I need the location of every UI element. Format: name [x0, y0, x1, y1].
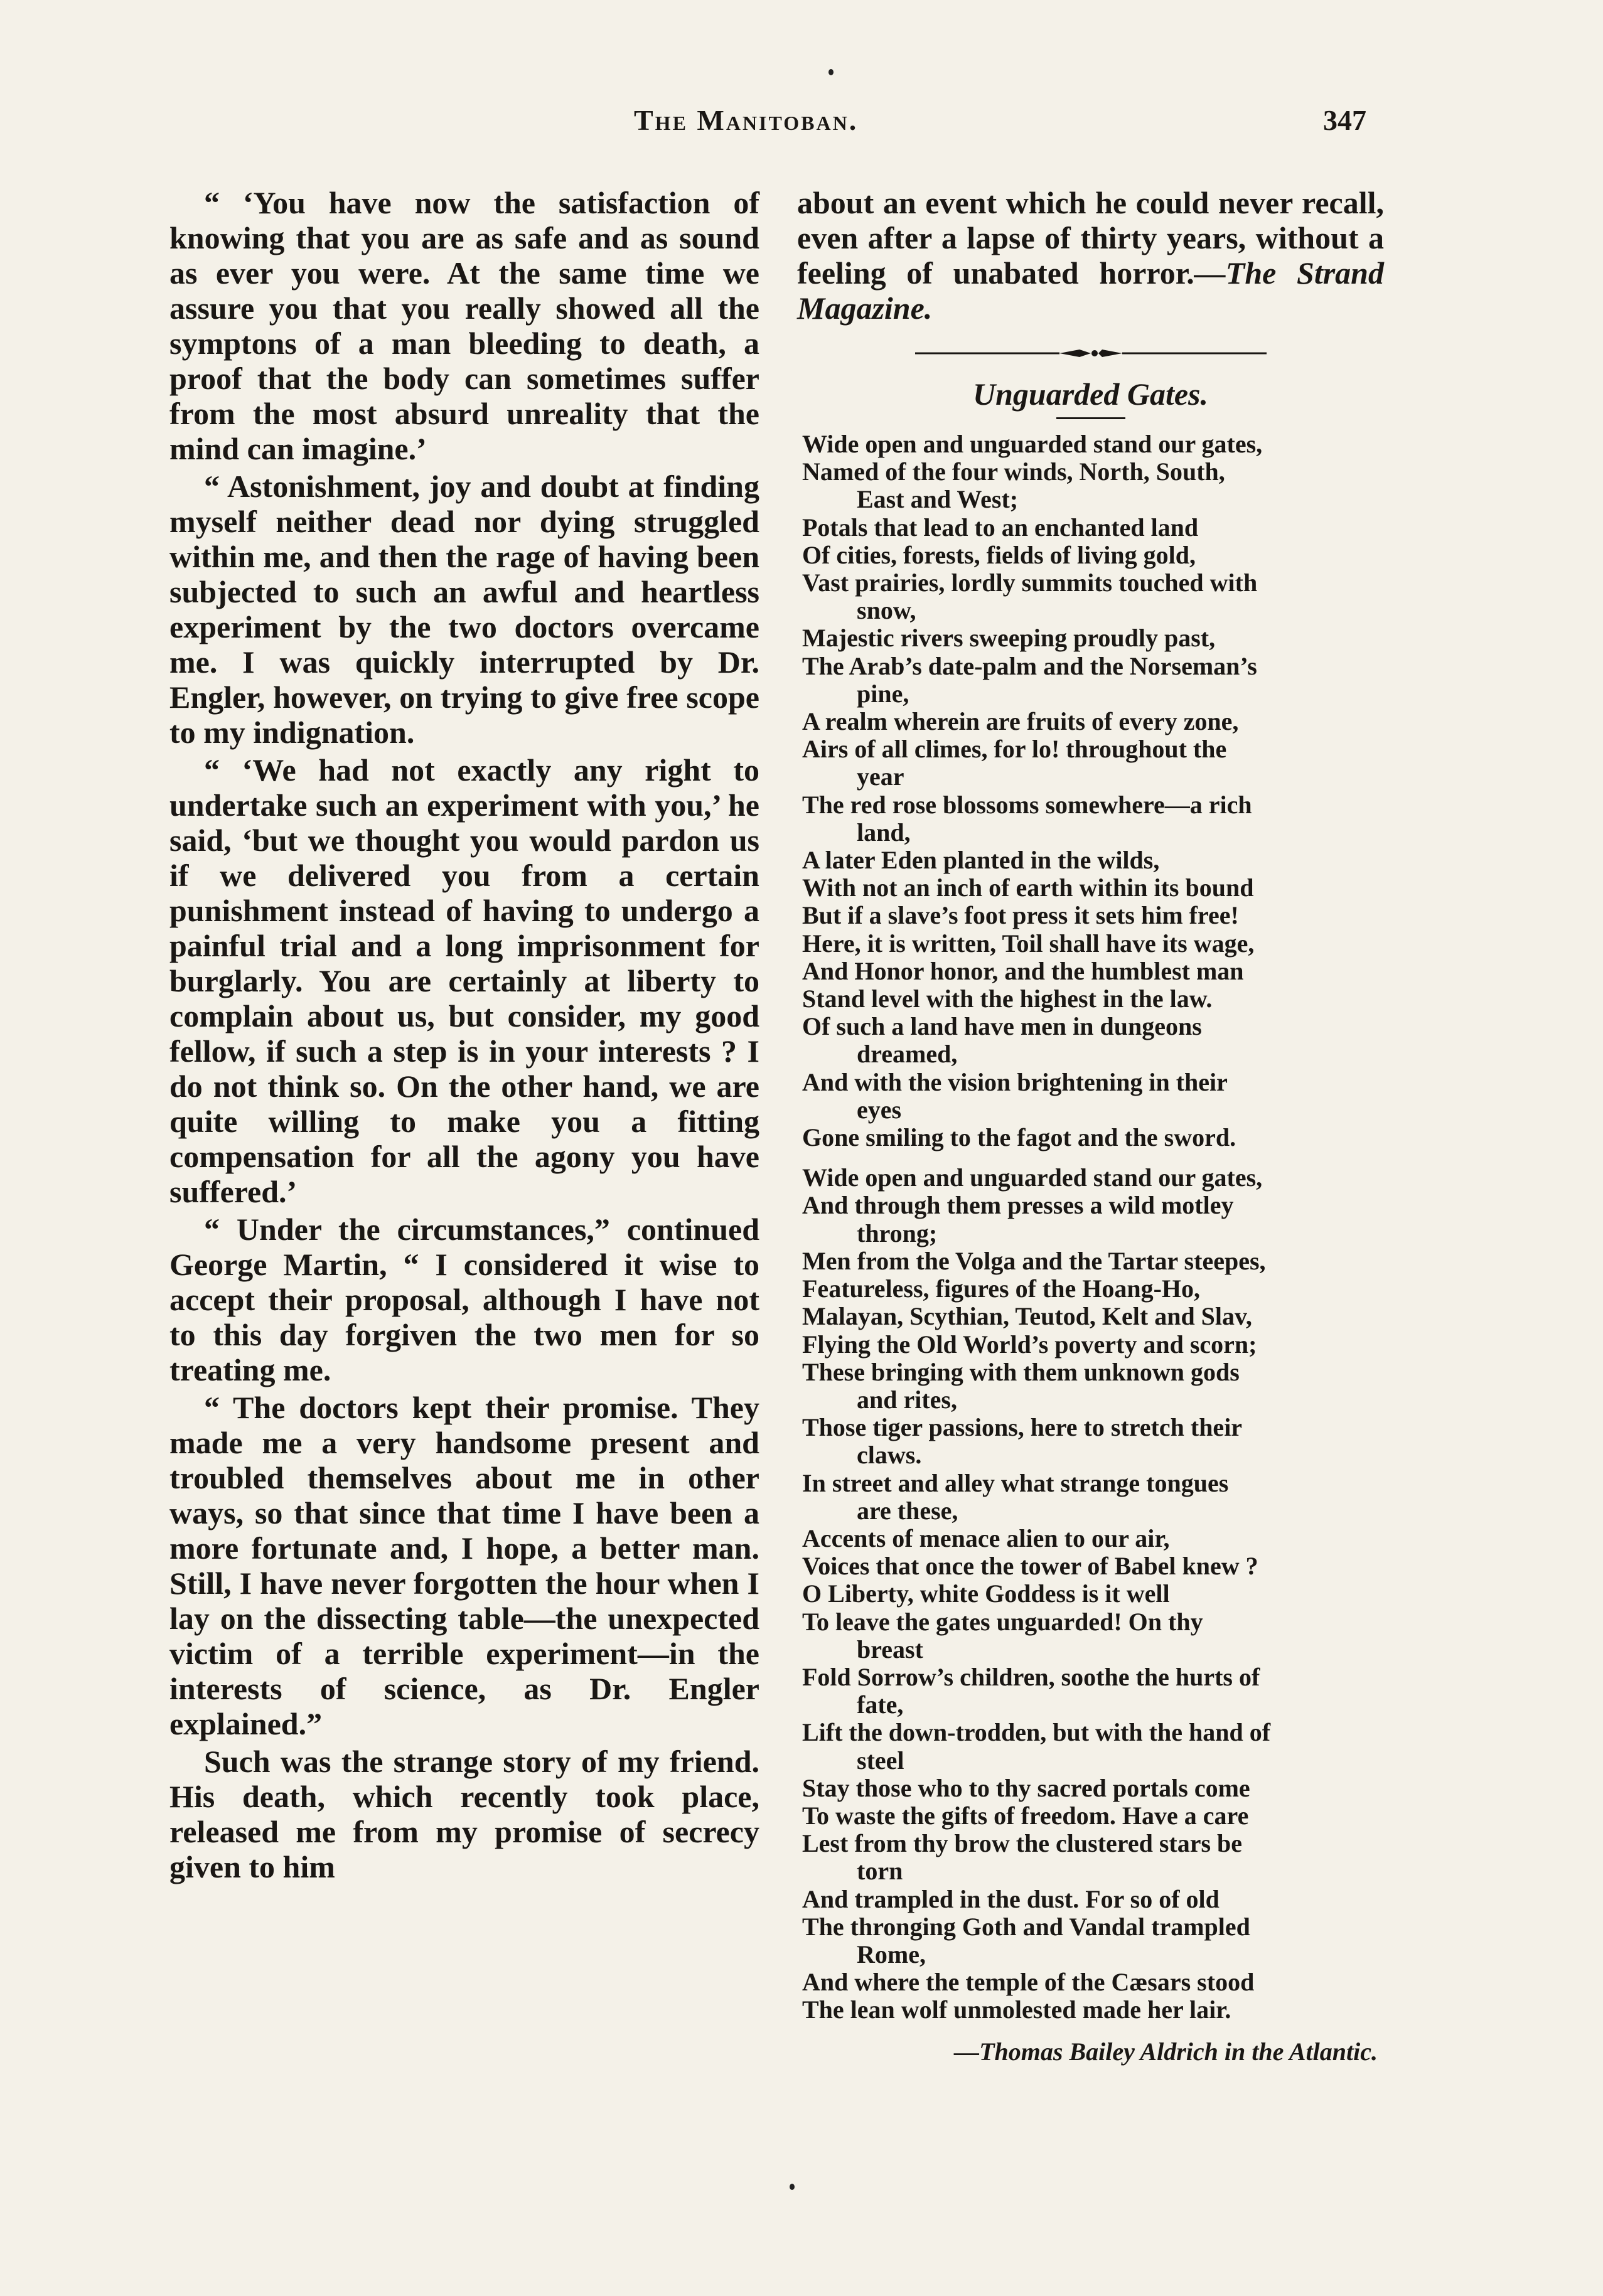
poem-line: Featureless, figures of the Hoang-Ho, — [802, 1274, 1201, 1303]
right-column — [797, 185, 1384, 2066]
poem-stanza — [797, 430, 1384, 1151]
poem-line: Stay those who to thy sacred portals come — [802, 1773, 1250, 1802]
poem-line: Named of the four winds, North, South, — [802, 457, 1225, 486]
poem-line: And Honor honor, and the humblest man — [802, 956, 1244, 985]
poem-line: A realm wherein are fruits of every zone, — [802, 707, 1239, 736]
poem-line: East and West; — [857, 485, 1019, 514]
poem-line: and rites, — [857, 1385, 957, 1414]
poem-stanza — [797, 1164, 1384, 2024]
poem-line: breast — [857, 1635, 923, 1663]
poem-line: Flying the Old World’s poverty and scorn; — [802, 1330, 1257, 1359]
poem-line: Here, it is written, Toil shall have its wage, — [802, 929, 1255, 958]
poem-line: The thronging Goth and Vandal trampled — [802, 1912, 1250, 1941]
paragraph: “ Astonishment, joy and doubt at finding myself neither dead nor dying struggled within me, and then the rage of having been subjected to such an awful and heartless experiment by the two doctors overcame me. I was quickly interrupted by Dr. Engler, however, on trying to give free scope to my indignation. — [169, 469, 759, 750]
poem-line: steel — [857, 1746, 904, 1775]
poem-line: Gone smiling to the fagot and the sword. — [802, 1123, 1236, 1152]
poem-line: But if a slave’s foot press it sets him free! — [802, 901, 1239, 930]
poem-line: Airs of all climes, for lo! throughout the — [802, 735, 1227, 764]
poem-line: Accents of menace alien to our air, — [802, 1524, 1170, 1552]
poem-line: Potals that lead to an enchanted land — [802, 513, 1199, 542]
page-header — [0, 104, 1603, 147]
poem-line: Lest from thy brow the clustered stars be — [802, 1829, 1243, 1858]
poem-line: Of such a land have men in dungeons — [802, 1012, 1202, 1041]
poem-line: are these, — [857, 1496, 958, 1525]
poem-line: throng; — [857, 1219, 938, 1247]
poem-line: Men from the Volga and the Tartar steepes, — [802, 1246, 1266, 1275]
paragraph: “ ‘We had not exactly any right to undertake such an experiment with you,’ he said, ‘but we thought you would pardon us if we delivered you from a certain punishment instead of having to undergo a painful trial and a long imprisonment for burglarly. You are certainly at liberty to complain about us, but consider, my good fellow, if such a step is in your interests ? I do not think so. On the other hand, we are quite willing to make you a fitting compensation for all the agony you have suffered.’ — [169, 752, 759, 1209]
poem-line: And trampled in the dust. For so of old — [802, 1884, 1220, 1913]
paragraph: “ The doctors kept their promise. They made me a very handsome present and troubled themselves about me in other ways, so that since that time I have been a more fortunate and, I hope, a better man. Still, I have never forgotten the hour when I lay on the dissecting table—the unexpected victim of a terrible experiment—in the interests of science, as Dr. Engler explained.” — [169, 1390, 759, 1741]
poem-line: To waste the gifts of freedom. Have a care — [802, 1801, 1249, 1830]
poem-title: Unguarded Gates. — [972, 376, 1209, 412]
print-speck — [828, 69, 834, 75]
poem-line: With not an inch of earth within its bound — [802, 873, 1254, 902]
poem-line: And where the temple of the Cæsars stood — [802, 1968, 1255, 1997]
poem-line: claws. — [857, 1441, 922, 1470]
poem-line: To leave the gates unguarded! On thy — [802, 1607, 1203, 1636]
section-divider-ornament — [915, 346, 1267, 361]
poem-line: The red rose blossoms somewhere—a rich — [802, 790, 1252, 819]
poem-line: Wide open and unguarded stand our gates, — [802, 1163, 1263, 1192]
poem-line: And with the vision brightening in their — [802, 1067, 1228, 1096]
poem-line: In street and alley what strange tongues — [802, 1468, 1229, 1497]
paragraph: “ ‘You have now the satisfaction of knowing that you are as safe and as sound as ever you were. At the same time we assure you that you really showed all the symptons of a man bleeding to death, a proof that the body can sometimes suffer from the most absurd unreality that the mind can imagine.’ — [169, 185, 759, 466]
poem-line: year — [857, 762, 904, 791]
poem-line: torn — [857, 1857, 903, 1886]
poem-line: A later Eden planted in the wilds, — [802, 846, 1160, 875]
paragraph: “ Under the circumstances,” continued George Martin, “ I considered it wise to accept their proposal, although I have not to this day forgiven the two men for so treating me. — [169, 1212, 759, 1387]
poem-line: Those tiger passions, here to stretch their — [802, 1413, 1243, 1442]
running-title: The Manitoban. — [634, 104, 859, 136]
poem-line: And through them presses a wild motley — [802, 1191, 1234, 1220]
poem-line: Wide open and unguarded stand our gates, — [802, 430, 1263, 458]
poem-line: fate, — [857, 1690, 904, 1719]
poem-line: dreamed, — [857, 1040, 958, 1069]
poem-line: The lean wolf unmolested made her lair. — [802, 1995, 1231, 2024]
print-speck — [790, 2184, 795, 2190]
left-column — [169, 185, 759, 1887]
poem — [797, 430, 1384, 2024]
article-continuation — [797, 185, 1384, 326]
poem-line: Vast prairies, lordly summits touched with — [802, 569, 1258, 597]
poem-line: pine, — [857, 679, 909, 708]
poem-line: These bringing with them unknown gods — [802, 1357, 1240, 1386]
poem-line: land, — [857, 818, 911, 846]
page-number: 347 — [1323, 104, 1366, 136]
poem-attribution: —Thomas Bailey Aldrich in the Atlantic. — [954, 2037, 1378, 2066]
title-rule — [1056, 417, 1125, 419]
poem-line: Lift the down-trodden, but with the hand of — [802, 1718, 1271, 1747]
poem-line: snow, — [857, 596, 916, 625]
poem-line: Stand level with the highest in the law. — [802, 985, 1213, 1013]
poem-line: Fold Sorrow’s children, soothe the hurts of — [802, 1662, 1260, 1691]
poem-line: Rome, — [857, 1940, 926, 1968]
continuation-text: about an event which he could never recall, even after a lapse of thirty years, without a feeling of unabated horror. — [797, 185, 1384, 291]
poem-line: Majestic rivers sweeping proudly past, — [802, 624, 1216, 653]
poem-line: O Liberty, white Goddess is it well — [802, 1579, 1170, 1608]
poem-line: Voices that once the tower of Babel knew ? — [802, 1552, 1258, 1581]
poem-line: Of cities, forests, fields of living gold, — [802, 540, 1196, 569]
poem-line: eyes — [857, 1095, 902, 1124]
paragraph: Such was the strange story of my friend. His death, which recently took place, released me from my promise of secrecy given to him — [169, 1744, 759, 1884]
poem-line: The Arab’s date-palm and the Norseman’s — [802, 651, 1257, 680]
poem-line: Malayan, Scythian, Teutod, Kelt and Slav, — [802, 1302, 1252, 1331]
continuation-source: —The Strand Magazine. — [797, 255, 1384, 326]
